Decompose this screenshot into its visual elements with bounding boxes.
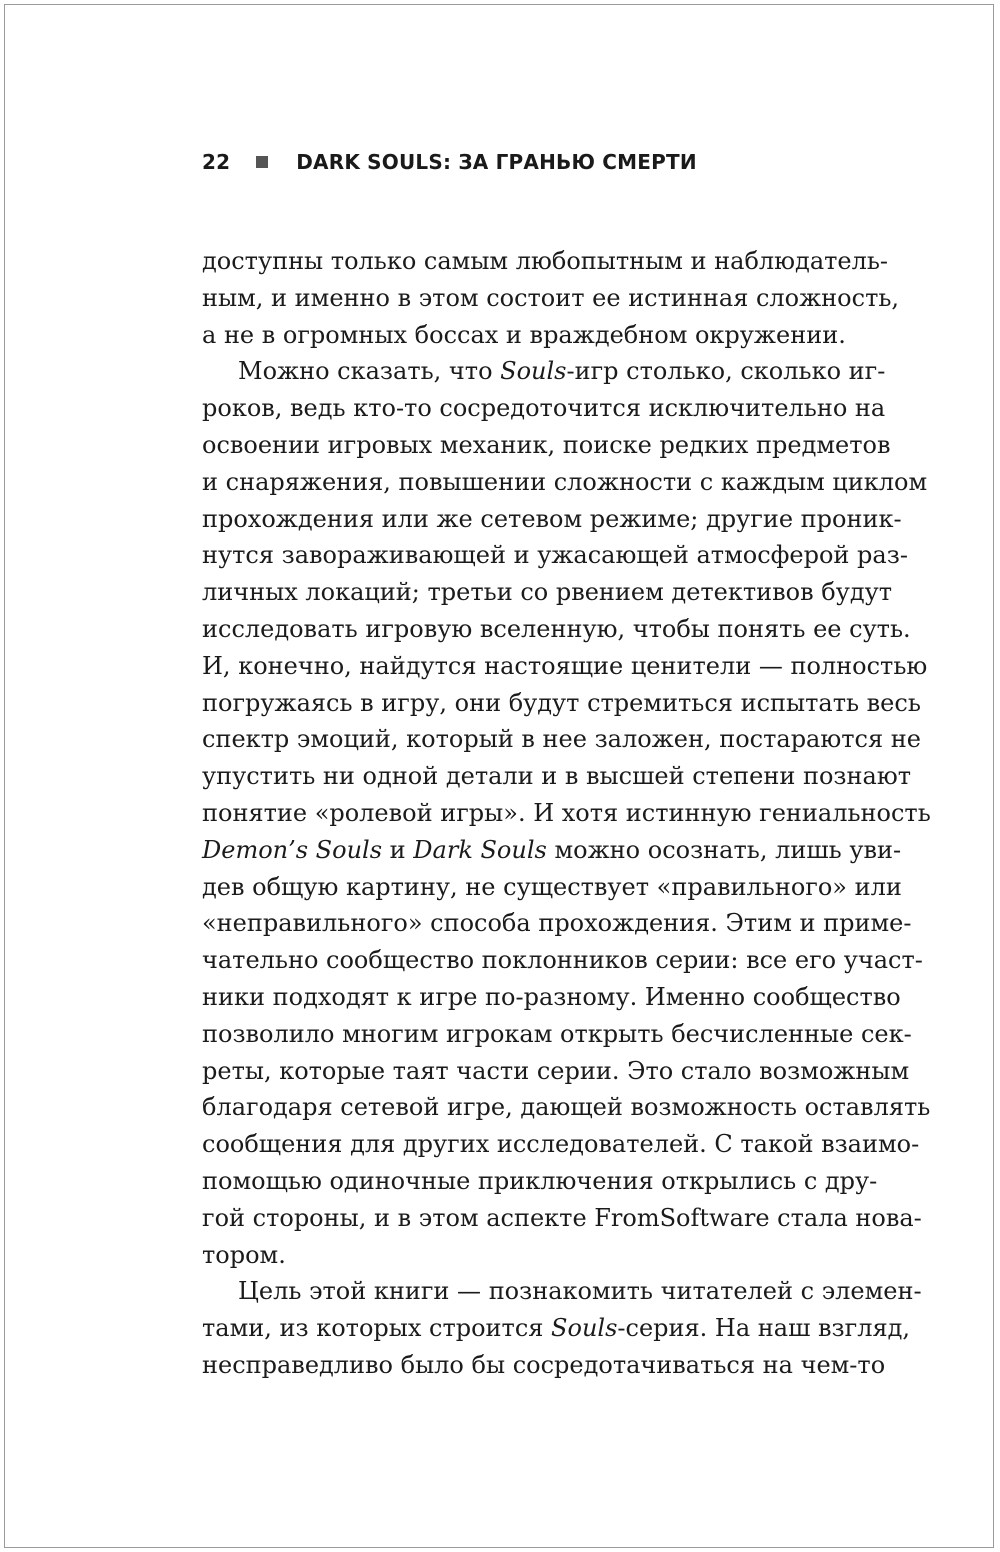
text-line: дев общую картину, не существует «правильного» или: [202, 872, 902, 901]
text-line: помощью одиночные приключения открылись с дру-: [202, 1166, 878, 1195]
text-line: доступны только самым любопытным и наблюдатель-: [202, 247, 889, 275]
text-line: прохождения или же сетевом режиме; другие проник-: [202, 504, 902, 533]
text-line: ники подходят к игре по-разному. Именно сообщество: [202, 982, 901, 1011]
text-line: Цель этой книги — познакомить читателей с элемен-: [238, 1277, 922, 1306]
text-line: благодаря сетевой игре, дающей возможность оставлять: [202, 1093, 931, 1122]
text-line: сообщения для других исследователей. С такой взаимо-: [202, 1130, 920, 1159]
text-line: тами, из которых строится Souls-серия. На наш взгляд,: [202, 1314, 910, 1343]
book-title: DARK SOULS: ЗА ГРАНЬЮ СМЕРТИ: [296, 150, 697, 174]
text-line: реты, которые таят части серии. Это стало возможным: [202, 1056, 910, 1085]
text-line: позволило многим игрокам открыть бесчисленные сек-: [202, 1019, 912, 1048]
text-line: а не в огромных боссах и враждебном окружении.: [202, 320, 846, 349]
text-line: Demon’s Souls и Dark Souls можно осознать, лишь уви-: [202, 835, 902, 864]
body-text: [202, 243, 931, 1384]
text-line: упустить ни одной детали и в высшей степени познают: [202, 762, 911, 791]
text-line: понятие «ролевой игры». И хотя истинную гениальность: [202, 798, 931, 827]
page-number: 22: [202, 150, 231, 174]
text-line: погружаясь в игру, они будут стремиться испытать весь: [202, 688, 921, 717]
text-line: роков, ведь кто-то сосредоточится исключительно на: [202, 394, 886, 423]
page: [4, 4, 994, 1548]
text-line: и снаряжения, повышении сложности с каждым циклом: [202, 467, 928, 496]
text-line: Можно сказать, что Souls-игр столько, сколько иг-: [238, 357, 886, 386]
text-line: чательно сообщество поклонников серии: все его участ-: [202, 946, 923, 975]
text-line: тором.: [202, 1240, 286, 1269]
running-head: [202, 147, 697, 177]
text-line: несправедливо было бы сосредотачиваться на чем-то: [202, 1350, 886, 1379]
text-line: гой стороны, и в этом аспекте FromSoftware стала нова-: [202, 1203, 922, 1232]
text-line: личных локаций; третьи со рвением детективов будут: [202, 578, 892, 607]
text-line: спектр эмоций, который в нее заложен, постараются не: [202, 725, 921, 754]
text-line: исследовать игровую вселенную, чтобы понять ее суть.: [202, 614, 911, 643]
text-line: освоении игровых механик, поиске редких предметов: [202, 430, 891, 459]
text-line: ным, и именно в этом состоит ее истинная сложность,: [202, 283, 900, 312]
text-line: «неправильного» способа прохождения. Этим и приме-: [202, 909, 912, 938]
text-line: нутся завораживающей и ужасающей атмосферой раз-: [202, 541, 908, 570]
square-separator-icon: [256, 156, 268, 168]
text-line: И, конечно, найдутся настоящие ценители — полностью: [202, 651, 928, 680]
